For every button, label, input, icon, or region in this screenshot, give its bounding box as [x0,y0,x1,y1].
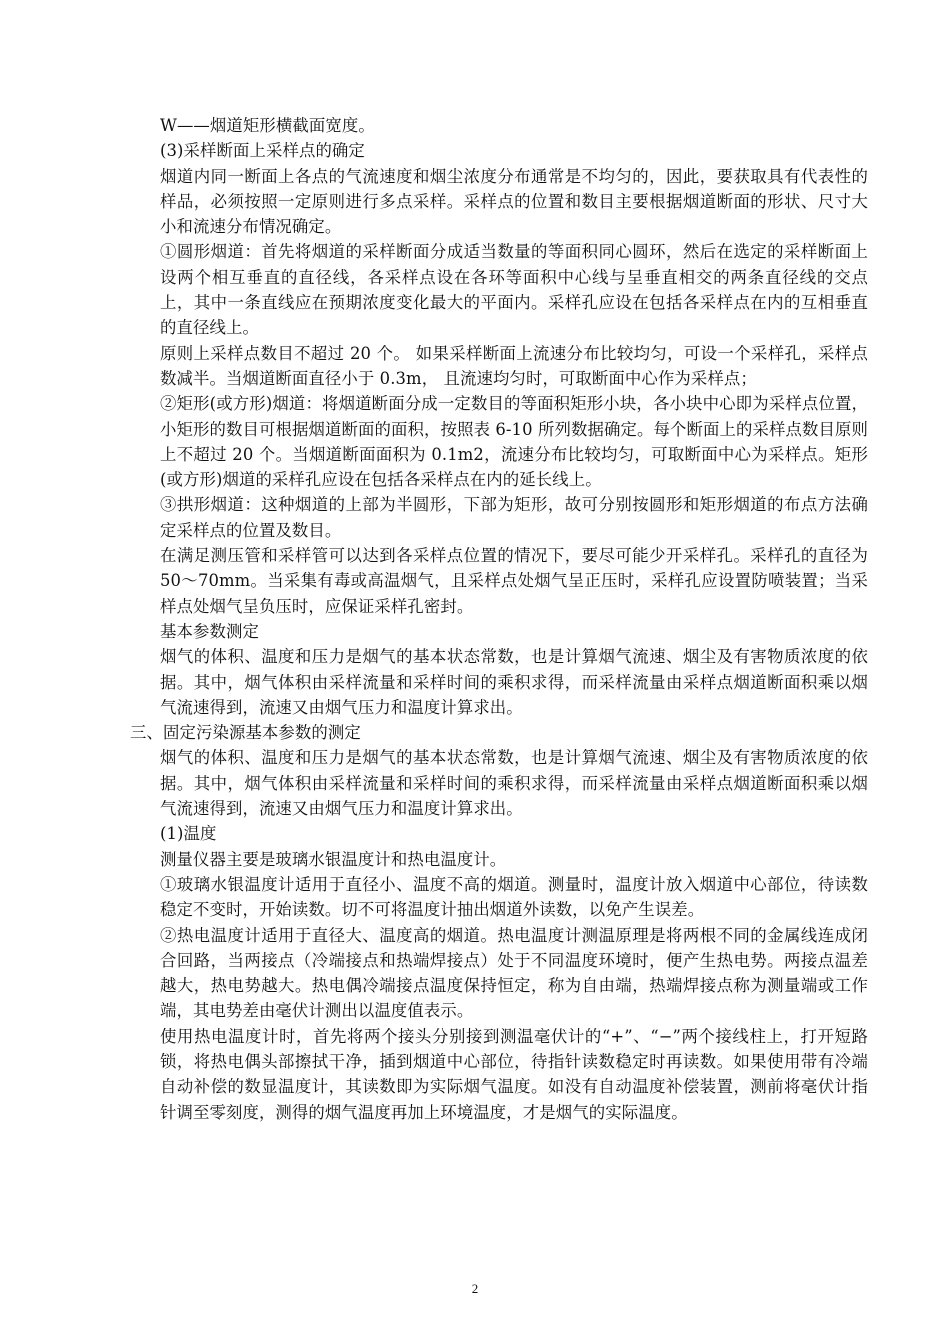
body-paragraph: ①玻璃水银温度计适用于直径小、温度不高的烟道。测量时，温度计放入烟道中心部位，待读数稳定不变时，开始读数。切不可将温度计抽出烟道外读数，以免产生误差。 [160,874,868,920]
body-paragraph: 烟道内同一断面上各点的气流速度和烟尘浓度分布通常是不均匀的，因此，要获取具有代表性的样品，必须按照一定原则进行多点采样。采样点的位置和数目主要根据烟道断面的形状、尺寸大小和流速分布情况确定。 [160,166,868,237]
body-paragraph: ②热电温度计适用于直径大、温度高的烟道。热电温度计测温原理是将两根不同的金属线连成闭合回路，当两接点（冷端接点和热端焊接点）处于不同温度环境时，便产生热电势。两接点温差越大，热电势越大。热电偶冷端接点温度保持恒定，称为自由端，热端焊接点称为测量端或工作端，其电势差由毫伏计测出以温度值表示。 [160,925,868,1021]
body-paragraph: 烟气的体积、温度和压力是烟气的基本状态常数，也是计算烟气流速、烟尘及有害物质浓度的依据。其中，烟气体积由采样流量和采样时间的乘积求得，而采样流量由采样点烟道断面积乘以烟气流速得到，流速又由烟气压力和温度计算求出。 [160,748,868,819]
body-paragraph: 使用热电温度计时，首先将两个接头分别接到测温毫伏计的“+”、“−”两个接线柱上，打开短路锁，将热电偶头部擦拭干净，插到烟道中心部位，待指针读数稳定时再读数。如果使用带有冷端自动补偿的数显温度计，其读数即为实际烟气温度。如没有自动温度补偿装置，测前将毫伏计指针调至零刻度，测得的烟气温度再加上环境温度，才是烟气的实际温度。 [160,1026,868,1122]
definition-line: W——烟道矩形横截面宽度。 [160,116,375,135]
subsection-heading: 基本参数测定 [160,621,259,641]
body-paragraph: ③拱形烟道：这种烟道的上部为半圆形，下部为矩形，故可分别按圆形和矩形烟道的布点方法确定采样点的位置及数目。 [160,495,868,540]
body-paragraph: 在满足测压管和采样管可以达到各采样点位置的情况下，要尽可能少开采样孔。采样孔的直径为 50～70mm。当采集有毒或高温烟气，且采样点处烟气呈正压时，采样孔应设置防喷装置；当采样点处烟气呈负压时，应保证采样孔密封。 [160,546,868,616]
page-number: 2 [471,1281,479,1296]
section-heading: 三、固定污染源基本参数的测定 [130,723,361,743]
subsection-heading: (3)采样断面上采样点的确定 [160,141,365,161]
page-body [130,113,868,1125]
body-paragraph: ①圆形烟道：首先将烟道的采样断面分成适当数量的等面积同心圆环，然后在选定的采样断面上设两个相互垂直的直径线，各采样点设在各环等面积中心线与呈垂直相交的两条直径线的交点上，其中一条直线应在预期浓度变化最大的平面内。采样孔应设在包括各采样点在内的互相垂直的直径线上。 [160,242,868,338]
subsection-heading: (1)温度 [160,824,217,844]
body-paragraph: 烟气的体积、温度和压力是烟气的基本状态常数，也是计算烟气流速、烟尘及有害物质浓度的依据。其中，烟气体积由采样流量和采样时间的乘积求得，而采样流量由采样点烟道断面积乘以烟气流速得到，流速又由烟气压力和温度计算求出。 [160,647,868,717]
body-paragraph: ②矩形(或方形)烟道：将烟道断面分成一定数目的等面积矩形小块，各小块中心即为采样点位置，小矩形的数目可根据烟道断面的面积，按照表 6-10 所列数据确定。每个断面上的采样点数目原则上不超过 20 个。当烟道断面面积为 0.1m2，流速分布比较均匀，可取断面中心为采样点。矩形(或方形)烟道的采样孔应设在包括各采样点在内的延长线上。 [160,394,868,490]
body-paragraph: 测量仪器主要是玻璃水银温度计和热电温度计。 [160,849,507,869]
body-paragraph: 原则上采样点数目不超过 20 个。 如果采样断面上流速分布比较均匀，可设一个采样孔，采样点数减半。当烟道断面直径小于 0.3m， 且流速均匀时，可取断面中心作为采样点； [160,343,868,388]
